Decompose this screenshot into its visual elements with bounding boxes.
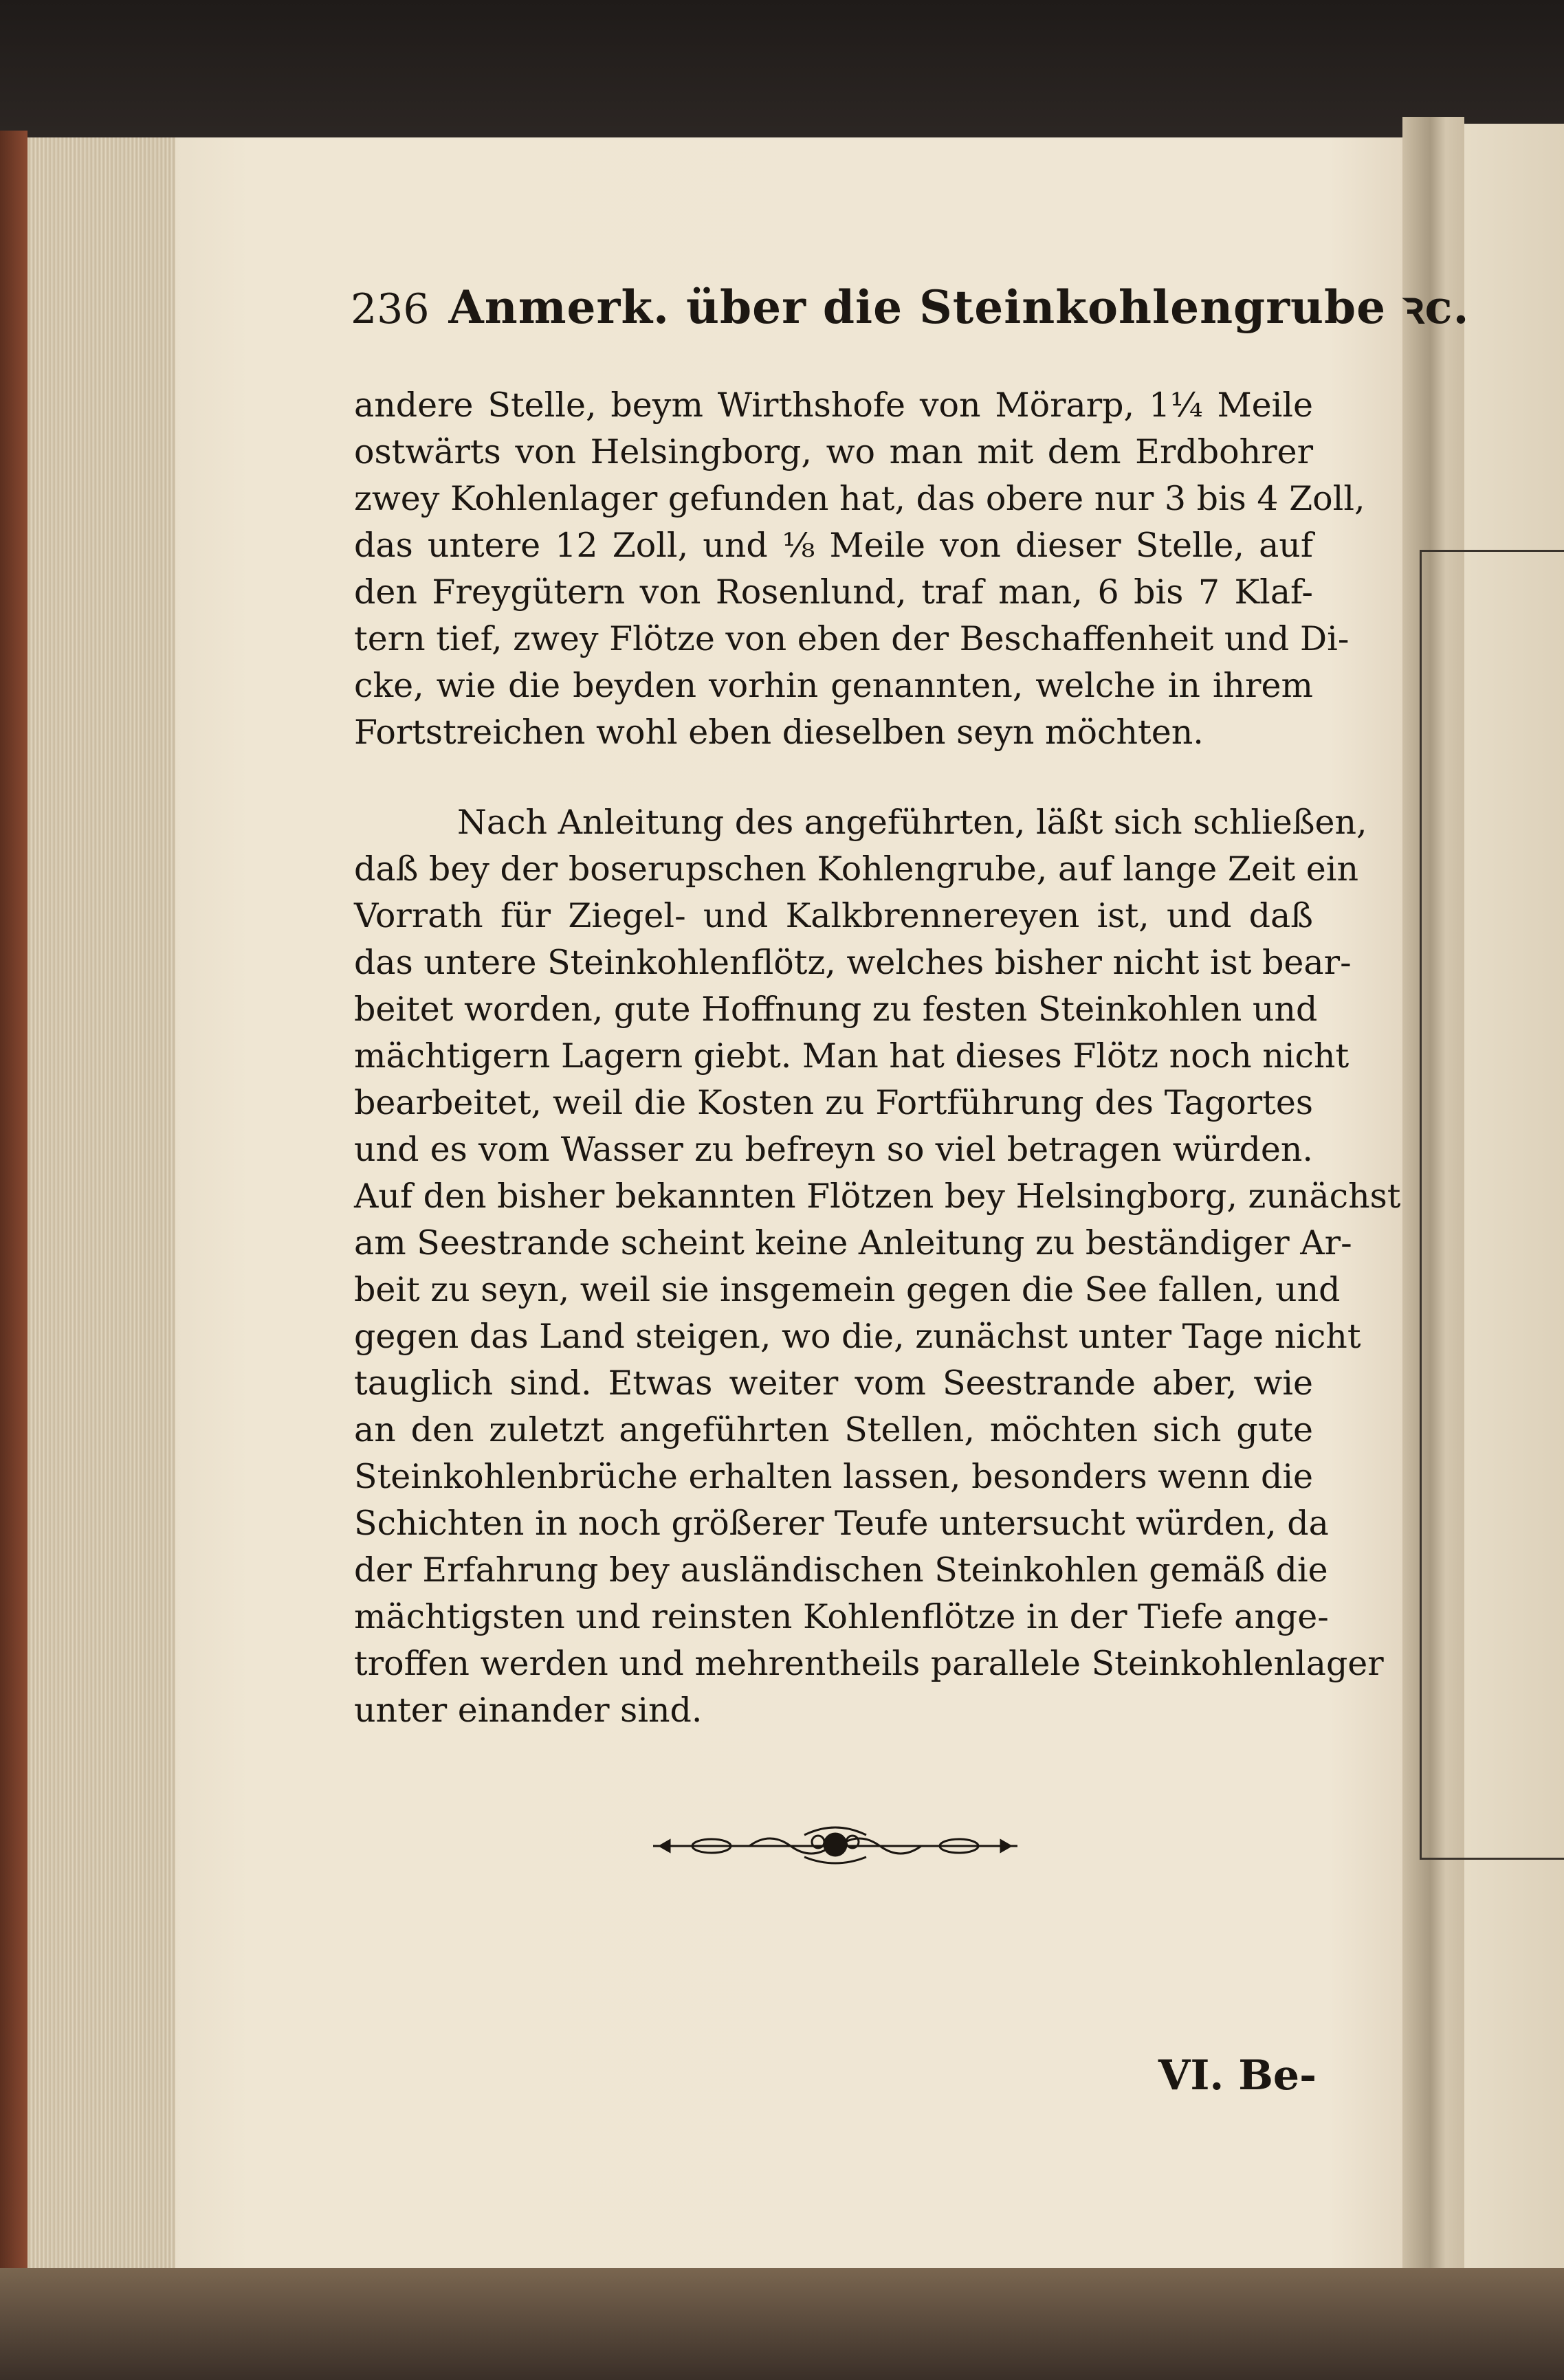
facing-map-frame	[1420, 550, 1564, 1860]
text-line: und es vom Wasser zu befreyn so viel betragen würden.	[354, 1130, 1313, 1169]
catchword: VI. Be-	[1158, 2051, 1317, 2100]
page-number: 236	[351, 285, 430, 333]
text-line: der Erfahrung bey ausländischen Steinkohlen gemäß die	[354, 1550, 1328, 1590]
running-title: Anmerk. über die Steinkohlengrube ꝛc.	[448, 280, 1470, 334]
text-line: mächtigsten und reinsten Kohlenflötze in der Tiefe ange-	[354, 1597, 1329, 1636]
text-line: cke, wie die beyden vorhin genannten, welche in ihrem	[354, 666, 1313, 705]
text-line: mächtigern Lagern giebt. Man hat dieses Flötz noch nicht	[354, 1036, 1350, 1076]
text-line: das untere 12 Zoll, und ⅛ Meile von dieser Stelle, auf	[354, 526, 1313, 565]
printers-ornament-icon	[646, 1821, 1024, 1869]
text-line: daß bey der boserupschen Kohlengrube, auf lange Zeit ein	[354, 849, 1359, 889]
text-line: beitet worden, gute Hoffnung zu festen Steinkohlen und	[354, 990, 1318, 1029]
text-line: am Seestrande scheint keine Anleitung zu beständiger Ar-	[354, 1223, 1352, 1263]
text-line: troffen werden und mehrentheils parallele Steinkohlenlager	[354, 1644, 1384, 1683]
text-line: unter einander sind.	[354, 1691, 703, 1730]
book-spine-edge	[0, 131, 27, 2330]
text-line: Vorrath für Ziegel- und Kalkbrennereyen ist, und daß	[354, 896, 1313, 935]
bottom-shadow	[0, 2268, 1564, 2380]
text-line: an den zuletzt angeführten Stellen, möchten sich gute	[354, 1410, 1313, 1449]
text-line: bearbeitet, weil die Kosten zu Fortführung des Tagortes	[354, 1083, 1313, 1122]
text-line: Schichten in noch größerer Teufe untersucht würden, da	[354, 1504, 1329, 1543]
text-line: tern tief, zwey Flötze von eben der Beschaffenheit und Di-	[354, 619, 1350, 658]
paragraph-1	[354, 382, 1365, 756]
text-line: gegen das Land steigen, wo die, zunächst unter Tage nicht	[354, 1317, 1361, 1356]
text-line: beit zu seyn, weil sie insgemein gegen die See fallen, und	[354, 1270, 1341, 1309]
book-cover-background	[0, 0, 1564, 158]
text-line: Steinkohlenbrüche erhalten lassen, besonders wenn die	[354, 1457, 1313, 1496]
paragraph-2	[354, 799, 1401, 1734]
text-line: Nach Anleitung des angeführten, läßt sich schließen,	[457, 803, 1367, 842]
text-line: das untere Steinkohlenflötz, welches bisher nicht ist bear-	[354, 943, 1352, 982]
text-line: andere Stelle, beym Wirthshofe von Mörarp, 1¼ Meile	[354, 386, 1313, 425]
text-line: Fortstreichen wohl eben dieselben seyn möchten.	[354, 713, 1204, 752]
text-line: tauglich sind. Etwas weiter vom Seestrande aber, wie	[354, 1364, 1313, 1403]
text-line: Auf den bisher bekannten Flötzen bey Helsingborg, zunächst	[354, 1177, 1401, 1216]
text-line: ostwärts von Helsingborg, wo man mit dem Erdbohrer	[354, 432, 1313, 471]
text-line: zwey Kohlenlager gefunden hat, das obere nur 3 bis 4 Zoll,	[354, 479, 1365, 518]
page-edges-stack	[27, 137, 177, 2282]
text-line: den Freygütern von Rosenlund, traf man, 6 bis 7 Klaf-	[354, 572, 1313, 612]
running-head	[351, 275, 1470, 344]
